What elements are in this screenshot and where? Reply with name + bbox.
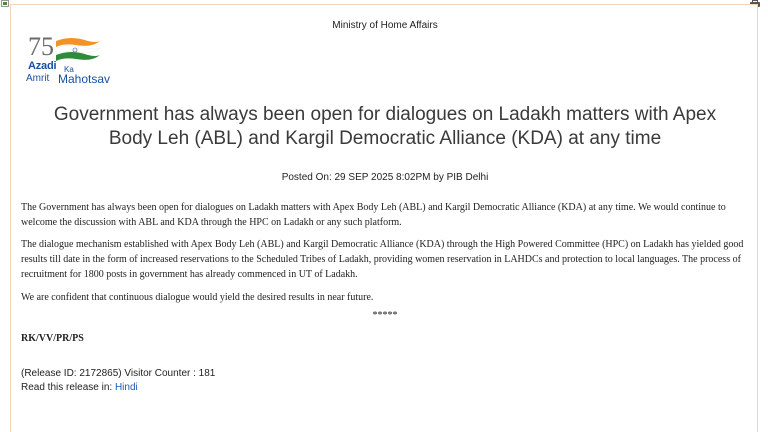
posted-on: Posted On: 29 SEP 2025 8:02PM by PIB Delhi bbox=[281, 172, 489, 183]
separator-stars: ***** bbox=[372, 310, 398, 321]
logo-75-text: 75 bbox=[28, 33, 54, 61]
logo-ka: Ka bbox=[64, 65, 74, 74]
paragraph-3: We are confident that continuous dialogue would yield the desired results in near future. bbox=[21, 292, 374, 303]
paragraph-2: The dialogue mechanism established with Apex Body Leh (ABL) and Kargil Democratic Alliance (KDA) through the High Powered Committee (HPC) on Ladakh has yielded good results till date in the form of increased reservations to the Scheduled Tribes of Ladakh, providing women reservation in LAHDCs and protection to local languages. The process of recruitment for 1800 posts in government has already commenced in UT of Ladakh. bbox=[21, 239, 744, 280]
logo-amrit: Amrit bbox=[26, 73, 50, 84]
release-title-line1: Government has always been open for dialogues on Ladakh matters with Apex bbox=[53, 104, 717, 125]
logo-azadi: Azadi bbox=[28, 60, 57, 72]
paragraph-1: The Government has always been open for dialogues on Ladakh matters with Apex Body Leh (ABL) and Kargil Democratic Alliance (KDA) at any time. We would continue to welcome the discussion with ABL and KDA through the HPC on Ladakh or any such platform. bbox=[21, 202, 726, 228]
ministry-name: Ministry of Home Affairs bbox=[332, 20, 438, 31]
flag-green-stripe bbox=[56, 52, 100, 61]
logo-75-graphic bbox=[26, 33, 126, 63]
logo-mahotsav: Mahotsav bbox=[58, 72, 111, 86]
azadi-ka-amrit-mahotsav-logo bbox=[26, 33, 126, 91]
release-title bbox=[11, 103, 759, 151]
release-id-counter: (Release ID: 2172865) Visitor Counter : 181 bbox=[21, 368, 216, 379]
signoff-initials: RK/VV/PR/PS bbox=[21, 333, 84, 344]
read-in-languages bbox=[21, 382, 138, 393]
release-frame bbox=[10, 4, 758, 432]
page-icon bbox=[1, 0, 9, 7]
hindi-link[interactable]: Hindi bbox=[114, 382, 138, 393]
release-title-line2: Body Leh (ABL) and Kargil Democratic Alliance (KDA) at any time bbox=[108, 128, 662, 149]
read-in-label: Read this release in: bbox=[21, 382, 113, 393]
